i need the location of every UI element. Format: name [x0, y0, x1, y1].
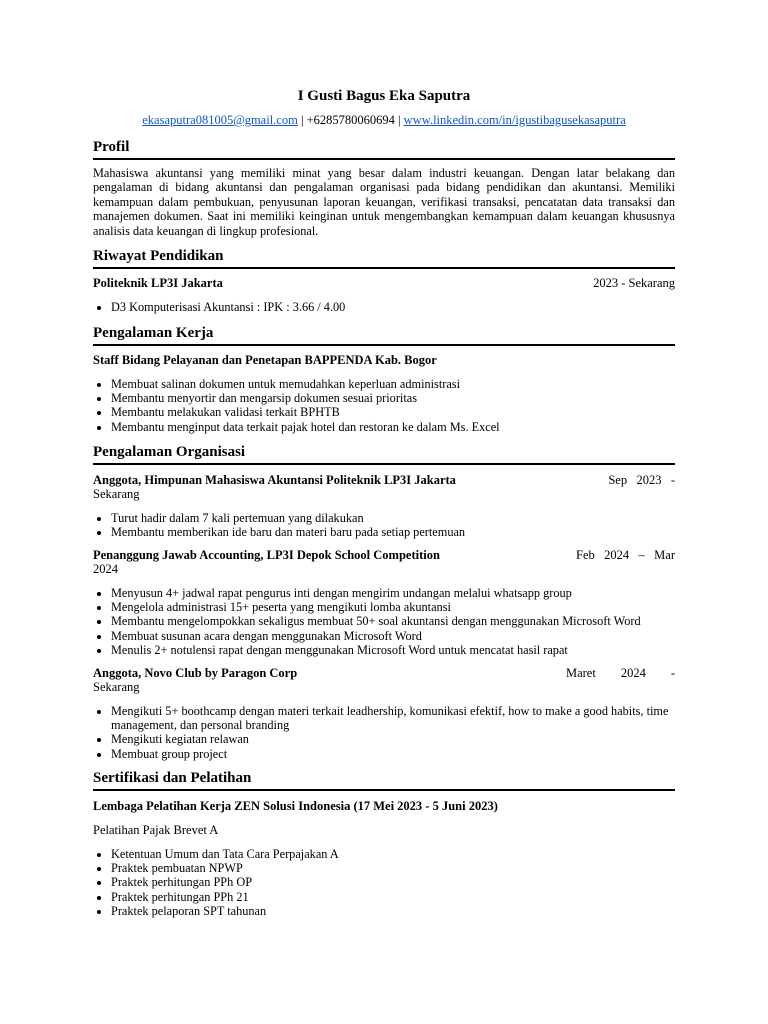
list-item: • Turut hadir dalam 7 kali pertemuan yang dilakukan: [111, 511, 675, 525]
contact-line: [93, 113, 675, 128]
certification-course: Pelatihan Pajak Brevet A: [93, 823, 219, 837]
certification-institution: Lembaga Pelatihan Kerja ZEN Solusi Indonesia (17 Mei 2023 - 5 Juni 2023): [93, 799, 498, 813]
certification-bullets: [93, 847, 675, 918]
organization-bullets: [93, 511, 675, 539]
organization-bullets: [93, 586, 675, 657]
list-item: • Mengikuti 5+ boothcamp dengan materi terkait leadhership, komunikasi efektif, how to make a good habits, time management, dan personal branding: [111, 704, 675, 732]
section-title-profil: Profil: [93, 138, 675, 160]
education-date: 2023 - Sekarang: [593, 276, 675, 290]
school-name: Politeknik LP3I Jakarta: [93, 276, 223, 290]
organization-entry: [93, 666, 675, 681]
list-item: • Membantu melakukan validasi terkait BPHTB: [111, 405, 675, 419]
organization-date-cont: 2024: [93, 562, 118, 576]
work-entry: [93, 353, 675, 368]
list-item: • Praktek perhitungan PPh 21: [111, 890, 675, 904]
organization-bullets: [93, 704, 675, 761]
list-item: • Menulis 2+ notulensi rapat dengan menggunakan Microsoft Word untuk mencatat hasil rapat: [111, 643, 675, 657]
list-item: • Membantu menyortir dan mengarsip dokumen sesuai prioritas: [111, 391, 675, 405]
list-item: • D3 Komputerisasi Akuntansi : IPK : 3.66 / 4.00: [111, 300, 675, 314]
list-item: • Membantu memberikan ide baru dan materi baru pada setiap pertemuan: [111, 525, 675, 539]
organization-position: Anggota, Himpunan Mahasiswa Akuntansi Politeknik LP3I Jakarta: [93, 473, 456, 487]
organization-entry: [93, 473, 675, 488]
work-position: Staff Bidang Pelayanan dan Penetapan BAPPENDA Kab. Bogor: [93, 353, 437, 367]
certification-entry: [93, 799, 675, 814]
list-item: • Praktek pelaporan SPT tahunan: [111, 904, 675, 918]
list-item: • Praktek perhitungan PPh OP: [111, 875, 675, 889]
profil-text: Mahasiswa akuntansi yang memiliki minat yang besar dalam industri keuangan. Dengan latar belakang dan pengalaman di bidang akuntansi dan pengalaman organisasi pada bidang pendidikan dan akuntansi. Memiliki kemampuan dalam pembukuan, penyusunan laporan keuangan, verifikasi transaksi, pencatatan data transaksi dan manajemen dokumen. Saat ini memiliki keinginan untuk mengembangkan kemampuan dalam keuangan khususnya analisis data keuangan di lingkup profesional.: [93, 166, 675, 238]
email-link[interactable]: ekasaputra081005@gmail.com: [142, 113, 298, 127]
list-item: • Membuat salinan dokumen untuk memudahkan keperluan administrasi: [111, 377, 675, 391]
list-item: • Mengikuti kegiatan relawan: [111, 732, 675, 746]
organization-date-cont: Sekarang: [93, 680, 140, 694]
contact-separator: |: [394, 113, 404, 127]
list-item: • Membuat group project: [111, 747, 675, 761]
list-item: • Menyusun 4+ jadwal rapat pengurus inti dengan mengirim undangan melalui whatsapp group: [111, 586, 675, 600]
section-title-organisasi: Pengalaman Organisasi: [93, 443, 675, 465]
organization-position: Penanggung Jawab Accounting, LP3I Depok School Competition: [93, 548, 440, 562]
list-item: • Membantu mengelompokkan sekaligus membuat 50+ soal akuntansi dengan menggunakan Microsoft Word: [111, 614, 675, 628]
linkedin-link[interactable]: www.linkedin.com/in/igustibagusekasaputra: [403, 113, 626, 127]
phone-number: +6285780060694: [306, 113, 395, 127]
organization-date: Maret 2024 -: [565, 666, 675, 680]
list-item: • Membuat susunan acara dengan menggunakan Microsoft Word: [111, 629, 675, 643]
organization-date: Feb 2024 – Mar: [576, 548, 675, 562]
work-bullets: [93, 377, 675, 434]
list-item: • Mengelola administrasi 15+ peserta yang mengikuti lomba akuntansi: [111, 600, 675, 614]
list-item: • Praktek pembuatan NPWP: [111, 861, 675, 875]
section-title-kerja: Pengalaman Kerja: [93, 324, 675, 346]
organization-date: Sep 2023 -: [608, 473, 675, 487]
education-entry: [93, 276, 675, 291]
candidate-name: I Gusti Bagus Eka Saputra: [297, 88, 471, 104]
organization-entry: [93, 548, 675, 563]
organization-date-cont: Sekarang: [93, 487, 140, 501]
contact-separator: |: [297, 113, 307, 127]
section-title-sertifikasi: Sertifikasi dan Pelatihan: [93, 769, 675, 791]
list-item: • Membantu menginput data terkait pajak hotel dan restoran ke dalam Ms. Excel: [111, 420, 675, 434]
list-item: • Ketentuan Umum dan Tata Cara Perpajakan A: [111, 847, 675, 861]
section-title-pendidikan: Riwayat Pendidikan: [93, 247, 675, 269]
education-bullets: [93, 300, 675, 314]
organization-position: Anggota, Novo Club by Paragon Corp: [93, 666, 298, 680]
